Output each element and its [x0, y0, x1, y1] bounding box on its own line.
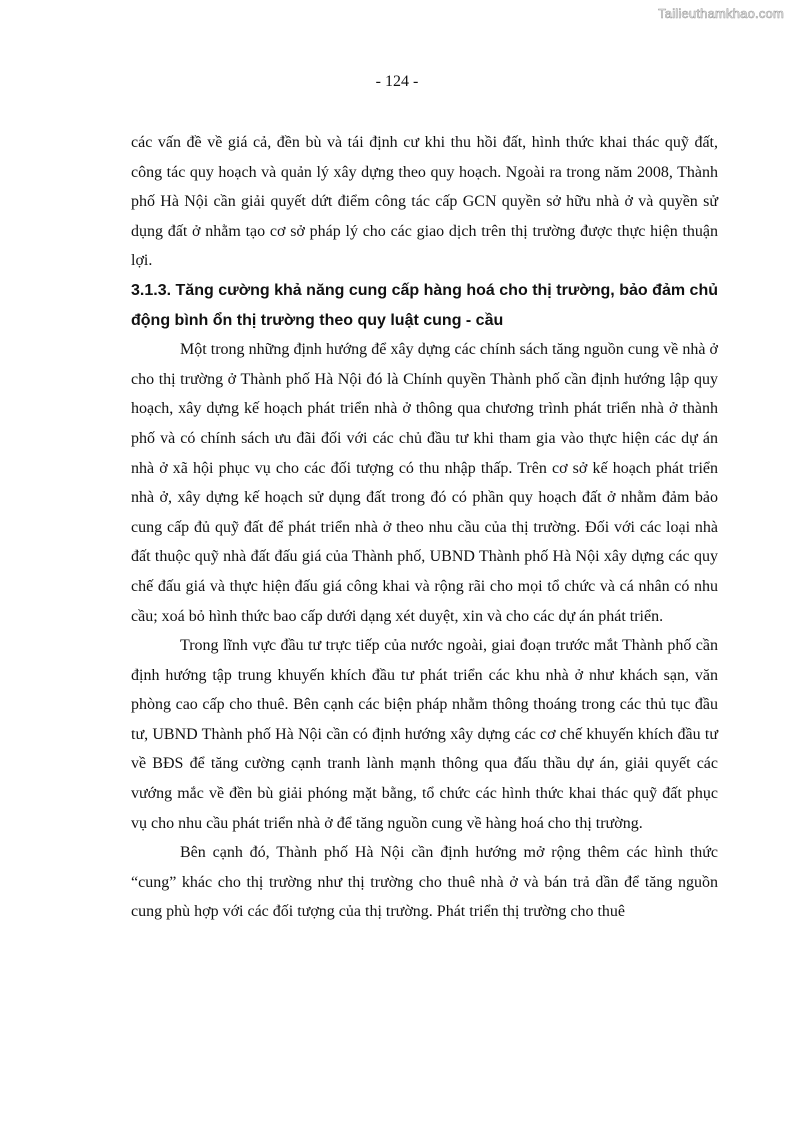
watermark: Tailieuthamkhao.com — [658, 6, 784, 21]
section-heading: 3.1.3. Tăng cường khả năng cung cấp hàng hoá cho thị trường, bảo đảm chủ động bình ổn thị trường theo quy luật cung - cầu — [131, 281, 718, 329]
body-paragraph-1: Một trong những định hướng để xây dựng các chính sách tăng nguồn cung về nhà ở cho thị trường ở Thành phố Hà Nội đó là Chính quyền Thành phố cần định hướng lập quy hoạch, xây dựng kế hoạch phát triển nhà ở thông qua chương trình phát triển nhà ở thành phố và có chính sách ưu đãi đối với các chủ đầu tư khi tham gia vào thực hiện các dự án nhà ở xã hội phục vụ cho các đối tượng có thu nhập thấp. Trên cơ sở kế hoạch phát triển nhà ở, xây dựng kế hoạch sử dụng đất trong đó có phần quy hoạch đất ở nhằm đảm bảo cung cấp đủ quỹ đất để phát triển nhà ở theo nhu cầu của thị trường. Đối với các loại nhà đất thuộc quỹ nhà đất đấu giá của Thành phố, UBND Thành phố Hà Nội xây dựng các quy chế đấu giá và thực hiện đấu giá công khai và rộng rãi cho mọi tổ chức và cá nhân có nhu cầu; xoá bỏ hình thức bao cấp dưới dạng xét duyệt, xin và cho các dự án phát triển. — [131, 341, 718, 625]
body-paragraph-2: Trong lĩnh vực đầu tư trực tiếp của nước ngoài, giai đoạn trước mắt Thành phố cần định hướng tập trung khuyến khích đầu tư phát triển các khu nhà ở như khách sạn, văn phòng cao cấp cho thuê. Bên cạnh các biện pháp nhằm thông thoáng trong các thủ tục đầu tư, UBND Thành phố Hà Nội cần có định hướng xây dựng các cơ chế khuyến khích đầu tư về BĐS để tăng cường cạnh tranh lành mạnh thông qua đấu thầu dự án, giải quyết các vướng mắc về đền bù giải phóng mặt bằng, tổ chức các hình thức khai thác quỹ đất phục vụ cho nhu cầu phát triển nhà ở để tăng nguồn cung về hàng hoá cho thị trường. — [131, 637, 718, 832]
page-number: - 124 - — [375, 73, 419, 90]
body-paragraph-3: Bên cạnh đó, Thành phố Hà Nội cần định hướng mở rộng thêm các hình thức “cung” khác cho thị trường như thị trường cho thuê nhà ở và bán trả dần để tăng nguồn cung phù hợp với các đối tượng của thị trường. Phát triển thị trường cho thuê — [131, 844, 718, 921]
intro-paragraph: các vấn đề về giá cả, đền bù và tái định cư khi thu hồi đất, hình thức khai thác quỹ đất, công tác quy hoạch và quản lý xây dựng theo quy hoạch. Ngoài ra trong năm 2008, Thành phố Hà Nội cần giải quyết dứt điểm công tác cấp GCN quyền sở hữu nhà ở và quyền sử dụng đất ở nhằm tạo cơ sở pháp lý cho các giao dịch trên thị trường được thực hiện thuận lợi. — [131, 134, 718, 270]
document-body — [131, 128, 718, 927]
